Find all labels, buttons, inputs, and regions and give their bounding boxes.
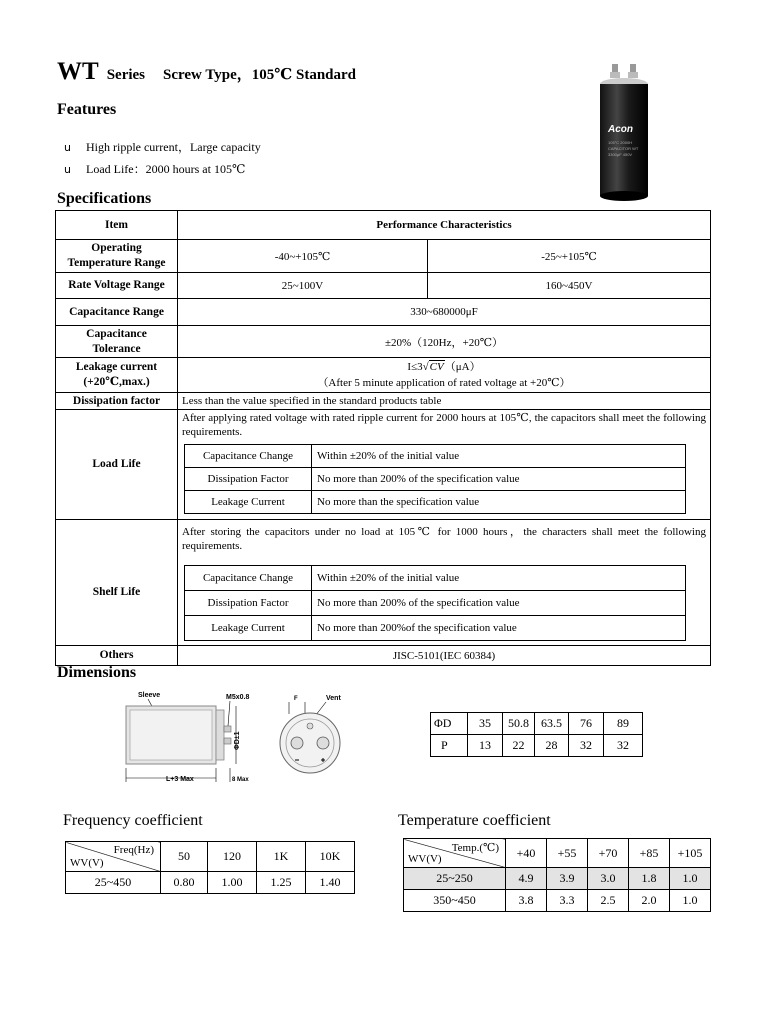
cell-value: 3.9 (547, 868, 588, 890)
cell-value: 0.80 (161, 872, 208, 894)
row-label: 350~450 (404, 890, 506, 912)
table-row (56, 358, 711, 393)
dimension-drawing-svg (118, 688, 378, 788)
cell-value: 50.8 (503, 713, 535, 735)
cell-value: -25~+105℃ (428, 240, 711, 273)
row-label-line: (+20℃,max.) (83, 376, 150, 388)
row-label: ΦD (431, 713, 468, 735)
capacitor-image (594, 62, 654, 202)
col-header: +105 (670, 839, 711, 868)
row-label: Others (56, 646, 178, 666)
table-row (56, 646, 711, 666)
table-header-row (56, 211, 711, 240)
series-label: Series (106, 67, 146, 83)
cell-value: 25~100V (178, 273, 428, 299)
cell-value: 1.25 (257, 872, 306, 894)
corner-cell (66, 842, 161, 872)
row-label (56, 358, 178, 393)
table-row (56, 273, 711, 299)
cell-key: Capacitance Change (185, 566, 312, 591)
leakage-cell (178, 358, 711, 393)
formula-prefix: I≤3 (407, 361, 423, 373)
capacitor-brand: Acon (608, 124, 633, 135)
cell-value: 4.9 (506, 868, 547, 890)
cell-value: 63.5 (535, 713, 569, 735)
cell-value: 1.00 (208, 872, 257, 894)
col-header: +40 (506, 839, 547, 868)
table-row (56, 520, 711, 646)
cell-value: -40~+105℃ (178, 240, 428, 273)
corner-top: Freq(Hz) (113, 844, 154, 856)
features-heading: Features (57, 101, 117, 118)
table-row (185, 468, 686, 491)
bullet-icon: u (64, 141, 71, 154)
cell-value: 2.0 (629, 890, 670, 912)
corner-cell (404, 839, 506, 868)
row-label-line: Leakage current (75, 361, 158, 373)
series-title: Screw Type，105℃ Standard (163, 67, 357, 83)
table-row (185, 591, 686, 616)
cell-value: 330~680000μF (178, 299, 711, 326)
feature-item (64, 138, 261, 155)
capacitor-print: 3300μF 450V (608, 152, 633, 157)
table-row (56, 326, 711, 358)
specifications-heading: Specifications (57, 190, 152, 207)
col-header: 50 (161, 842, 208, 872)
dimensions-heading: Dimensions (57, 664, 137, 681)
col-header: +55 (547, 839, 588, 868)
row-label: Rate Voltage Range (56, 273, 178, 299)
shelf-life-table (184, 565, 686, 641)
row-label: Dissipation factor (56, 393, 178, 410)
cell-value: 28 (535, 735, 569, 757)
col-header: 10K (306, 842, 355, 872)
cell-value: Less than the value specified in the standard products table (178, 393, 711, 410)
table-row (185, 491, 686, 514)
corner-bottom: WV(V) (408, 853, 442, 865)
col-item-header: Item (56, 211, 178, 240)
shelf-life-cell (178, 520, 711, 646)
row-label-line: Temperature Range (67, 257, 166, 269)
formula-root: CV (429, 361, 444, 373)
cell-value: 32 (604, 735, 643, 757)
cell-key: Dissipation Factor (185, 468, 312, 491)
sleeve-label: Sleeve (138, 692, 161, 699)
bullet-icon: u (64, 163, 71, 176)
row-label-line: Capacitance (86, 327, 147, 340)
load-life-table (184, 444, 686, 514)
feature-text: High ripple current，Large capacity (85, 140, 261, 154)
col-header: 1K (257, 842, 306, 872)
table-row (66, 872, 355, 894)
col-performance-header: Performance Characteristics (178, 211, 711, 240)
dimension-drawing (118, 688, 378, 788)
row-label: Capacitance Range (56, 299, 178, 326)
row-label (56, 326, 178, 358)
f-label: F (294, 696, 298, 702)
cell-key: Capacitance Change (185, 445, 312, 468)
cell-value: No more than 200% of the specification value (312, 591, 686, 616)
cell-value: Within ±20% of the initial value (312, 566, 686, 591)
frequency-table (65, 841, 355, 894)
length-label: L+3 Max (166, 776, 194, 783)
cell-value: 1.0 (670, 890, 711, 912)
cell-value: 22 (503, 735, 535, 757)
thread-label: M5x0.8 (226, 694, 250, 701)
cell-value: 160~450V (428, 273, 711, 299)
col-header: 120 (208, 842, 257, 872)
cell-value: 76 (569, 713, 604, 735)
load-life-cell (178, 410, 711, 520)
cell-key: Leakage Current (185, 491, 312, 514)
eight-max-label: 8 Max (232, 777, 249, 783)
table-row (185, 616, 686, 641)
row-label: P (431, 735, 468, 757)
leakage-formula (182, 359, 706, 375)
shelf-life-text: After storing the capacitors under no load at 105℃ for 1000 hours，the characters shall meet the following requirements. (182, 526, 706, 552)
temperature-table (403, 838, 711, 912)
cell-value: No more than 200% of the specification value (312, 468, 686, 491)
cell-value: JISC-5101(IEC 60384) (178, 646, 711, 666)
vent-label: Vent (326, 695, 341, 702)
cell-value: 32 (569, 735, 604, 757)
feature-item (64, 160, 245, 177)
cell-value: No more than 200%of the specification value (312, 616, 686, 641)
cell-key: Leakage Current (185, 616, 312, 641)
row-label: 25~450 (66, 872, 161, 894)
sqrt-icon: √ (422, 361, 429, 373)
cell-value: ±20%（120Hz，+20℃） (178, 326, 711, 358)
capacitor-print: 105°C 2000H (608, 140, 633, 145)
dimension-table (430, 712, 643, 757)
cell-value: 1.40 (306, 872, 355, 894)
col-header: +85 (629, 839, 670, 868)
row-label: Shelf Life (56, 520, 178, 646)
temperature-heading: Temperature coefficient (398, 812, 551, 829)
row-label (56, 240, 178, 273)
model-name: WT (57, 58, 99, 85)
row-label-line: Operating (91, 242, 142, 254)
table-row (185, 566, 686, 591)
page-title (57, 58, 356, 86)
cell-value: 1.0 (670, 868, 711, 890)
cell-value: 3.8 (506, 890, 547, 912)
feature-text: Load Life：2000 hours at 105℃ (85, 162, 246, 176)
corner-top: Temp.(℃) (451, 842, 499, 854)
cell-value: 89 (604, 713, 643, 735)
table-row (404, 890, 711, 912)
table-row (404, 868, 711, 890)
capacitor-print: CAPACITOR WT (608, 146, 639, 151)
frequency-heading: Frequency coefficient (63, 812, 203, 829)
diameter-label: ΦD±1 (234, 731, 241, 750)
load-life-text: After applying rated voltage with rated ripple current for 2000 hours at 105℃, the capacitors shall meet the following requirements. (182, 412, 706, 438)
cell-value: 13 (468, 735, 503, 757)
leakage-note: （After 5 minute application of rated voltage at +20℃） (317, 377, 571, 389)
cell-value: 3.3 (547, 890, 588, 912)
cell-value: 35 (468, 713, 503, 735)
table-row (431, 735, 643, 757)
cell-value: 1.8 (629, 868, 670, 890)
cell-value: 3.0 (588, 868, 629, 890)
cell-value: 2.5 (588, 890, 629, 912)
table-header-row (404, 839, 711, 868)
col-header: +70 (588, 839, 629, 868)
table-row (56, 410, 711, 520)
table-row (431, 713, 643, 735)
table-row (56, 393, 711, 410)
row-label: Load Life (56, 410, 178, 520)
row-label-line: Tolerance (92, 342, 141, 355)
table-row (56, 299, 711, 326)
cell-value: No more than the specification value (312, 491, 686, 514)
capacitor-photo (594, 62, 654, 202)
row-label: 25~250 (404, 868, 506, 890)
corner-bottom: WV(V) (70, 857, 104, 869)
table-row (185, 445, 686, 468)
cell-value: Within ±20% of the initial value (312, 445, 686, 468)
table-header-row (66, 842, 355, 872)
table-row (56, 240, 711, 273)
specifications-table (55, 210, 711, 666)
cell-key: Dissipation Factor (185, 591, 312, 616)
formula-unit: （μA） (444, 361, 481, 373)
